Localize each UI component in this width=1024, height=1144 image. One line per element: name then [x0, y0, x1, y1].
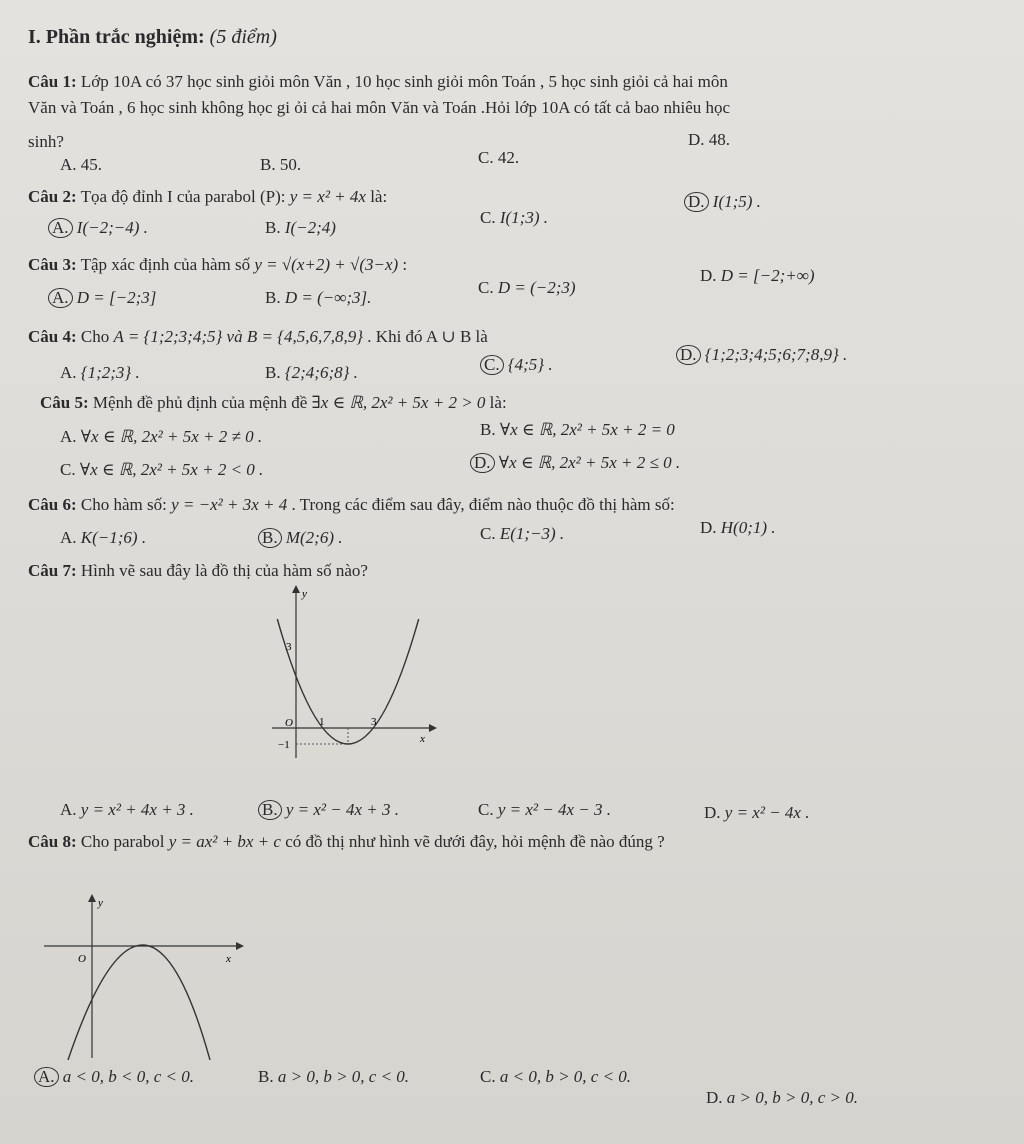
- q2-option-b-text: I(−2;4): [284, 218, 336, 237]
- section-heading: I. Phần trắc nghiệm:: [28, 26, 205, 48]
- q2-option-a-letter: A.: [48, 218, 73, 238]
- q2-option-a: [48, 218, 148, 238]
- q7-option-b: [258, 800, 399, 820]
- q8-stem: [28, 832, 665, 852]
- q2-option-b-letter: B.: [265, 218, 281, 237]
- q4-stem: [28, 327, 488, 347]
- section-title: [28, 26, 277, 49]
- q6-option-d-letter: D.: [700, 518, 717, 537]
- q5-option-b-text: ∀x ∈ ℝ, 2x² + 5x + 2 = 0: [499, 420, 675, 439]
- q3-suffix: :: [402, 255, 408, 274]
- q8-option-b-letter: B.: [258, 1067, 274, 1086]
- q6-stem: [28, 495, 675, 515]
- q8-parabola: [68, 945, 210, 1060]
- q4-option-a: [60, 363, 140, 383]
- q6-option-b-letter: B.: [258, 528, 282, 548]
- q3-option-b-text: D = (−∞;3].: [284, 288, 372, 307]
- q7-option-a-letter: A.: [60, 800, 77, 819]
- q7-option-d-text: y = x² − 4x .: [724, 803, 810, 822]
- q7-option-b-text: y = x² − 4x + 3 .: [285, 800, 399, 819]
- q1-label: Câu 1:: [28, 72, 77, 91]
- q8-option-b-text: a > 0, b > 0, c < 0.: [277, 1067, 410, 1086]
- q7-tick-y3: 3: [286, 641, 292, 653]
- q2-option-d-text: I(1;5) .: [712, 192, 761, 211]
- q5-text: Mệnh đề phủ định của mệnh đề: [92, 393, 308, 412]
- q2-stem: [28, 187, 387, 207]
- q5-stem: [40, 393, 507, 413]
- q4-option-c: [480, 355, 553, 375]
- q7-origin-label: O: [285, 717, 293, 729]
- q5-option-b: [480, 420, 675, 440]
- q4-option-d-text: {1;2;3;4;5;6;7;8,9} .: [704, 345, 848, 364]
- q7-stem: [28, 561, 368, 581]
- q4-label: Câu 4:: [28, 327, 77, 346]
- q5-option-d: [470, 453, 680, 473]
- q8-suffix: có đồ thị như hình vẽ dưới đây, hỏi mệnh đề nào đúng ?: [285, 832, 665, 851]
- q1-option-a: A. 45.: [60, 155, 103, 174]
- q8-origin-label: O: [78, 953, 86, 965]
- q5-option-b-letter: B.: [480, 420, 496, 439]
- q1-option-c: C. 42.: [478, 148, 520, 167]
- q8-graph: [40, 888, 250, 1060]
- q7-y-label: y: [302, 588, 307, 600]
- q3-option-a-letter: A.: [48, 288, 73, 308]
- q6-formula: y = −x² + 3x + 4: [171, 495, 288, 514]
- q2-option-d: [684, 192, 761, 212]
- q4-option-b-letter: B.: [265, 363, 281, 382]
- q7-option-c: [478, 800, 611, 820]
- q8-option-a-letter: A.: [34, 1067, 59, 1087]
- q7-x-arrow-icon: [429, 724, 437, 732]
- q2-option-a-text: I(−2;−4) .: [76, 218, 148, 237]
- q5-option-d-text: ∀x ∈ ℝ, 2x² + 5x + 2 ≤ 0 .: [498, 453, 681, 472]
- q7-y-arrow-icon: [292, 585, 300, 593]
- q2-option-c-text: I(1;3) .: [499, 208, 548, 227]
- q4-suffix: . Khi đó A ∪ B là: [367, 327, 488, 346]
- q8-x-arrow-icon: [236, 942, 244, 950]
- q3-option-d-letter: D.: [700, 266, 717, 285]
- q5-option-c-text: ∀x ∈ ℝ, 2x² + 5x + 2 < 0 .: [79, 460, 264, 479]
- q3-option-c: [478, 278, 576, 298]
- q4-option-b: [265, 363, 358, 383]
- q2-suffix: là:: [370, 187, 388, 206]
- q4-option-c-text: {4;5} .: [507, 355, 553, 374]
- q7-option-d: [704, 803, 809, 823]
- q2-option-d-letter: D.: [684, 192, 709, 212]
- q8-option-a-text: a < 0, b < 0, c < 0.: [62, 1067, 194, 1086]
- q4-option-b-text: {2;4;6;8} .: [284, 363, 358, 382]
- q4-option-c-letter: C.: [480, 355, 504, 375]
- q6-label: Câu 6:: [28, 495, 77, 514]
- q8-option-c: [480, 1067, 631, 1087]
- q8-x-label: x: [226, 953, 231, 965]
- q8-y-label: y: [98, 897, 103, 909]
- q6-option-b: [258, 528, 343, 548]
- q7-option-a: [60, 800, 194, 820]
- q3-option-b: [265, 288, 371, 308]
- q4-option-a-letter: A.: [60, 363, 77, 382]
- q4-text: Cho: [80, 327, 110, 346]
- q7-option-b-letter: B.: [258, 800, 282, 820]
- q1-line1: [28, 72, 728, 92]
- q4-option-d: [676, 345, 847, 365]
- q1-option-d: D. 48.: [688, 130, 731, 149]
- q2-option-c: [480, 208, 548, 228]
- q6-option-a-text: K(−1;6) .: [80, 528, 147, 547]
- q4-formula: A = {1;2;3;4;5} và B = {4,5,6,7,8,9}: [113, 327, 364, 346]
- q1-option-b: B. 50.: [260, 155, 302, 174]
- q7-x-label: x: [420, 733, 425, 745]
- q3-option-a: [48, 288, 156, 308]
- q8-option-b: [258, 1067, 409, 1087]
- q5-option-a: [60, 427, 262, 447]
- q5-option-c-letter: C.: [60, 460, 76, 479]
- q7-graph: [270, 582, 440, 762]
- q7-tick-x1: 1: [319, 716, 325, 728]
- q3-option-a-text: D = [−2;3]: [76, 288, 157, 307]
- q6-text: Cho hàm số:: [80, 495, 167, 514]
- q8-option-c-text: a < 0, b > 0, c < 0.: [499, 1067, 632, 1086]
- q1-line3: sinh?: [28, 132, 64, 151]
- q1-line2: Văn và Toán , 6 học sinh không học gi ỏi cả hai môn Văn và Toán .Hỏi lớp 10A có tất cả bao nhiêu học: [28, 98, 731, 117]
- q2-text: Tọa độ đỉnh I của parabol (P):: [80, 187, 286, 206]
- q5-option-c: [60, 460, 263, 480]
- q6-option-a-letter: A.: [60, 528, 77, 547]
- q6-option-d-text: H(0;1) .: [720, 518, 776, 537]
- q5-option-d-letter: D.: [470, 453, 495, 473]
- q6-option-c: [480, 524, 564, 544]
- q7-label: Câu 7:: [28, 561, 77, 580]
- q5-option-a-text: ∀x ∈ ℝ, 2x² + 5x + 2 ≠ 0 .: [80, 427, 263, 446]
- q3-formula: y = √(x+2) + √(3−x): [254, 255, 399, 274]
- q3-label: Câu 3:: [28, 255, 77, 274]
- q2-option-c-letter: C.: [480, 208, 496, 227]
- q2-label: Câu 2:: [28, 187, 77, 206]
- q5-suffix: là:: [489, 393, 507, 412]
- q1-text-line1: Lớp 10A có 37 học sinh giỏi môn Văn , 10 học sinh giỏi môn Toán , 5 học sinh giỏi cả hai môn: [80, 72, 728, 91]
- q7-option-c-letter: C.: [478, 800, 494, 819]
- q6-option-a: [60, 528, 146, 548]
- q2-formula: y = x² + 4x: [289, 187, 366, 206]
- q8-option-a: [34, 1067, 194, 1087]
- q7-option-c-text: y = x² − 4x − 3 .: [497, 800, 611, 819]
- q8-option-c-letter: C.: [480, 1067, 496, 1086]
- q6-suffix: . Trong các điểm sau đây, điểm nào thuộc đồ thị hàm số:: [291, 495, 675, 514]
- q3-option-c-text: D = (−2;3): [497, 278, 576, 297]
- q7-tick-x3: 3: [371, 716, 377, 728]
- q7-parabola: [277, 619, 418, 744]
- q5-formula: ∃x ∈ ℝ, 2x² + 5x + 2 > 0: [311, 393, 486, 412]
- q7-text: Hình vẽ sau đây là đồ thị của hàm số nào?: [80, 561, 368, 580]
- q3-option-d-text: D = [−2;+∞): [720, 266, 815, 285]
- q3-option-d: [700, 266, 815, 286]
- q6-option-b-text: M(2;6) .: [285, 528, 343, 547]
- q6-option-c-text: E(1;−3) .: [499, 524, 565, 543]
- q8-label: Câu 8:: [28, 832, 77, 851]
- q7-option-a-text: y = x² + 4x + 3 .: [80, 800, 194, 819]
- q6-option-c-letter: C.: [480, 524, 496, 543]
- q8-formula: y = ax² + bx + c: [168, 832, 281, 851]
- q3-text: Tập xác định của hàm số: [80, 255, 251, 274]
- section-points: (5 điểm): [209, 26, 277, 48]
- q3-option-b-letter: B.: [265, 288, 281, 307]
- q5-option-a-letter: A.: [60, 427, 77, 446]
- q7-option-d-letter: D.: [704, 803, 721, 822]
- q2-option-b: [265, 218, 336, 238]
- q4-option-d-letter: D.: [676, 345, 701, 365]
- q3-stem: [28, 255, 407, 275]
- q8-y-arrow-icon: [88, 894, 96, 902]
- q8-text: Cho parabol: [80, 832, 165, 851]
- q8-option-d: [706, 1088, 858, 1108]
- q3-option-c-letter: C.: [478, 278, 494, 297]
- q8-option-d-text: a > 0, b > 0, c > 0.: [726, 1088, 858, 1107]
- q5-label: Câu 5:: [40, 393, 89, 412]
- q8-option-d-letter: D.: [706, 1088, 723, 1107]
- q4-option-a-text: {1;2;3} .: [80, 363, 140, 382]
- q7-tick-ym1: −1: [278, 739, 290, 751]
- q6-option-d: [700, 518, 776, 538]
